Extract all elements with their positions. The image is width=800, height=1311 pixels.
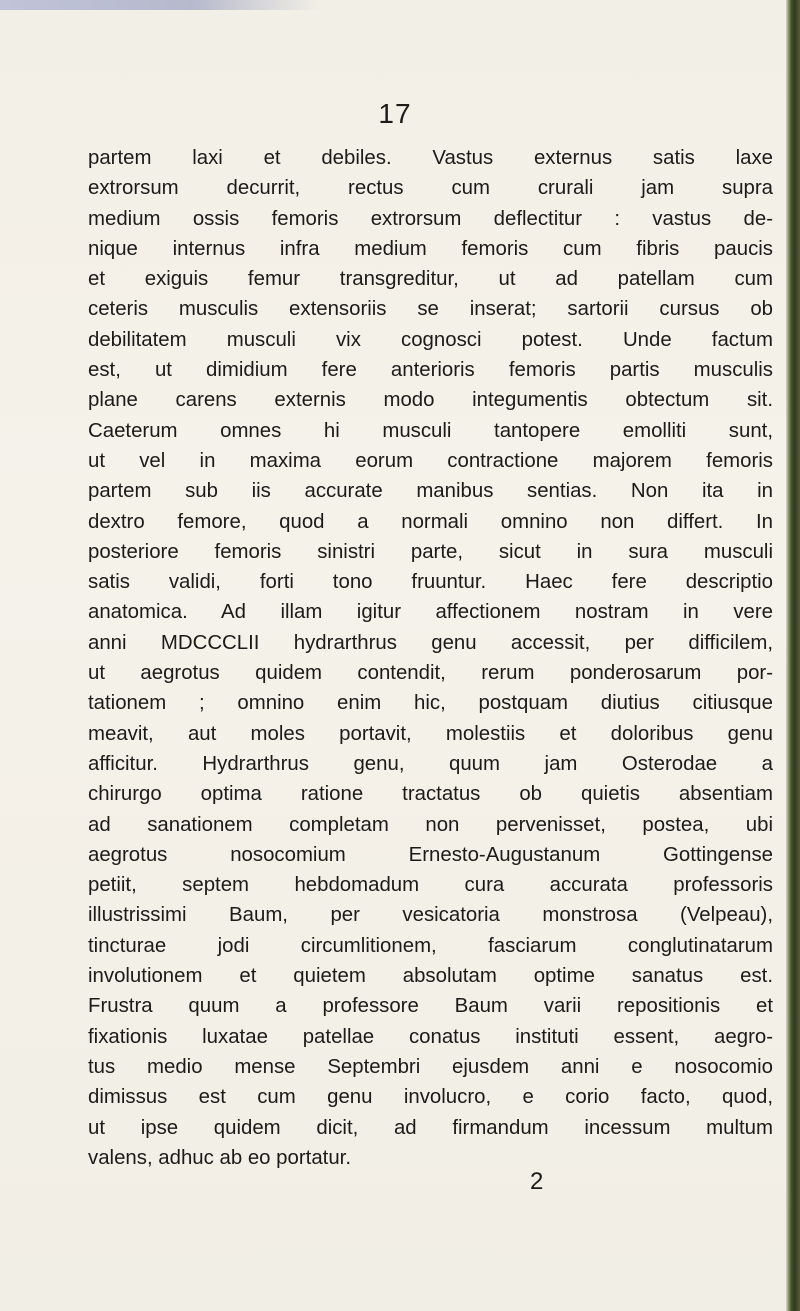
text-line: ceteris musculis extensoriis se inserat; sartorii cursus ob — [88, 298, 773, 321]
text-line: dimissus est cum genu involucro, e corio facto, quod, — [88, 1086, 773, 1109]
text-line: chirurgo optima ratione tractatus ob quietis absentiam — [88, 783, 773, 806]
text-line: tus medio mense Septembri ejusdem anni e nosocomio — [88, 1055, 773, 1078]
text-line: partem laxi et debiles. Vastus externus satis laxe — [88, 147, 773, 169]
text-line: fixationis luxatae patellae conatus instituti essent, aegro- — [88, 1025, 773, 1048]
text-line: meavit, aut moles portavit, molestiis et doloribus genu — [88, 722, 773, 745]
text-line: satis validi, forti tono fruuntur. Haec fere descriptio — [88, 571, 773, 594]
text-line: ut aegrotus quidem contendit, rerum ponderosarum por- — [88, 662, 773, 685]
page-number: 17 — [378, 98, 412, 129]
signature-mark: 2 — [530, 1168, 544, 1195]
text-line: tationem ; omnino enim hic, postquam diutius citiusque — [88, 692, 773, 715]
text-line: plane carens externis modo integumentis obtectum sit. — [88, 389, 773, 412]
text-line: Frustra quum a professore Baum varii repositionis et — [88, 995, 773, 1018]
text-line: extrorsum decurrit, rectus cum crurali jam supra — [88, 177, 773, 200]
text-line: posteriore femoris sinistri parte, sicut in sura musculi — [88, 540, 773, 563]
text-line: est, ut dimidium fere anterioris femoris partis musculis — [88, 359, 773, 382]
text-line: aegrotus nosocomium Ernesto-Augustanum Gottingense — [88, 843, 773, 866]
text-line: debilitatem musculi vix cognosci potest. Unde factum — [88, 328, 773, 351]
text-line: nique internus infra medium femoris cum fibris paucis — [88, 237, 773, 260]
body-text — [88, 143, 773, 1173]
text-line: anni MDCCCLII hydrarthrus genu accessit, per difficilem, — [88, 631, 773, 654]
text-line: ut vel in maxima eorum contractione majorem femoris — [88, 449, 773, 472]
text-line: anatomica. Ad illam igitur affectionem nostram in vere — [88, 601, 773, 624]
text-line: ad sanationem completam non pervenisset, postea, ubi — [88, 813, 773, 836]
text-line: afficitur. Hydrarthrus genu, quum jam Osterodae a — [88, 752, 773, 775]
text-line: petiit, septem hebdomadum cura accurata professoris — [88, 874, 773, 897]
text-line: medium ossis femoris extrorsum deflectitur : vastus de- — [88, 207, 773, 230]
text-line: illustrissimi Baum, per vesicatoria monstrosa (Velpeau), — [88, 904, 773, 927]
text-line: valens, adhuc ab eo portatur. — [88, 1146, 351, 1169]
text-line: dextro femore, quod a normali omnino non differt. In — [88, 510, 773, 533]
text-line: tincturae jodi circumlitionem, fasciarum conglutinatarum — [88, 934, 773, 957]
page-edge — [786, 0, 800, 1311]
text-line: ut ipse quidem dicit, ad firmandum incessum multum — [88, 1116, 773, 1139]
text-line: partem sub iis accurate manibus sentias. Non ita in — [88, 480, 773, 503]
text-line: Caeterum omnes hi musculi tantopere emolliti sunt, — [88, 419, 773, 442]
text-line: involutionem et quietem absolutam optime sanatus est. — [88, 965, 773, 988]
page-top-edge — [0, 0, 320, 10]
text-line: et exiguis femur transgreditur, ut ad patellam cum — [88, 268, 773, 291]
